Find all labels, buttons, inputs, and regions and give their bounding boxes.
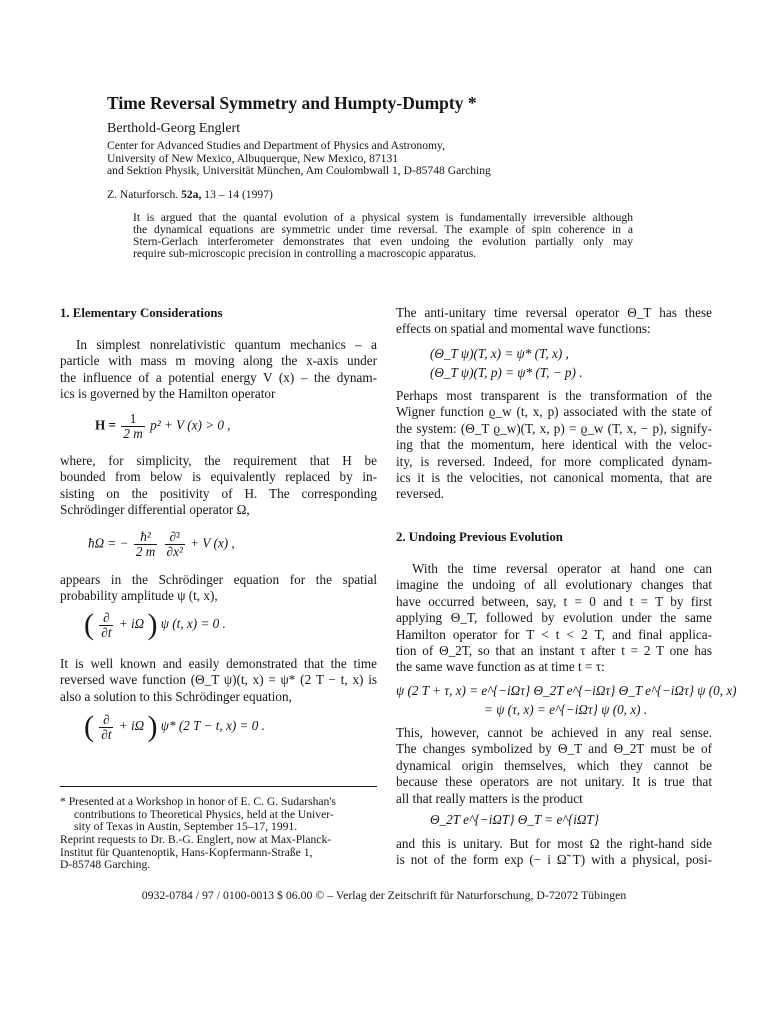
text-line: the influence of a potential energy V (x) – the dynam- — [60, 369, 377, 385]
text-line: tion of Θ_2T, so that an instant τ after t = 2 T one has — [396, 643, 712, 659]
text-line: all that really matters is the product — [396, 790, 583, 806]
text-line: the system: (Θ_T ϱ_w)(T, x, p) = ϱ_w (T, x, − p), signify- — [396, 420, 712, 436]
eq-fraction — [121, 412, 144, 441]
text-line: Perhaps most transparent is the transformation of the — [396, 388, 712, 403]
text-line: Schrödinger differential operator Ω, — [60, 502, 250, 518]
abstract-line: It is argued that the quantal evolution of a physical system is fundamentally irreversible although — [133, 211, 633, 224]
eq-rhs: + V (x) , — [190, 535, 235, 551]
text-line: particle with mass m moving along the x-axis under — [60, 353, 377, 369]
paper-title: Time Reversal Symmetry and Humpty-Dumpty * — [107, 93, 477, 113]
footnote-line: sity of Texas in Austin, September 15–17, 1991. — [74, 820, 298, 833]
author-name: Berthold-Georg Englert — [107, 121, 241, 136]
equation-product: Θ_2T e^{−iΩT} Θ_T = e^{iΩT} — [430, 812, 600, 827]
text-line: because these operators are not unitary. It is true that — [396, 774, 712, 790]
text-line: and this is unitary. But for most Ω the right-hand side — [396, 836, 712, 851]
equation-schrodinger-operator — [88, 530, 235, 559]
text-line: It is well known and easily demonstrated that the time — [60, 656, 377, 671]
footnote-line: D-85748 Garching. — [60, 858, 151, 871]
eq-lhs: ħΩ = − — [88, 535, 129, 551]
right-paragraph-3 — [396, 561, 712, 676]
text-line: probability amplitude ψ (t, x), — [60, 588, 218, 604]
equation-reversed-schrodinger: ( $\frac{\partial}{\partial t}$ + iΩ ) ψ* (2 T − t, x) = 0 . — [84, 710, 265, 743]
text-line: Hamilton operator for T < t < 2 T, and final applica- — [396, 626, 712, 642]
section-heading: 1. Elementary Considerations — [60, 306, 223, 320]
text-line: imagine the undoing of all evolutionary changes that — [396, 577, 712, 593]
text-line: the same wave function as at time t = τ: — [396, 659, 605, 675]
text-line: ity, is reversed. Indeed, for more complicated dynam- — [396, 453, 712, 469]
eq-fraction — [99, 611, 113, 640]
affiliation-line: Center for Advanced Studies and Department of Physics and Astronomy, — [107, 139, 445, 152]
footnote-line: * Presented at a Workshop in honor of E. C. G. Sudarshan's — [60, 795, 336, 808]
abstract-line: require sub-microscopic precision in controlling a macroscopic apparatus. — [133, 247, 477, 261]
footnote-line: contributions to Theoretical Physics, held at the Univer- — [74, 807, 334, 821]
left-paragraph-1 — [60, 337, 377, 403]
text-line: applying Θ_T, followed by evolution under the same — [396, 610, 712, 626]
text-line: The changes symbolized by Θ_T and Θ_2T must be of — [396, 741, 712, 757]
abstract-line: the dynamical equations are symmetric under time reversal. The example of spin coherence in a — [133, 223, 633, 237]
eq-fraction — [165, 530, 185, 559]
text-line: also a solution to this Schrödinger equation, — [60, 688, 292, 704]
text-line: reversed. — [396, 486, 444, 502]
section-2-heading — [396, 529, 712, 545]
journal-name: Z. Naturforsch. — [107, 188, 179, 201]
eq-denominator: ∂t — [101, 624, 112, 640]
equation-schrodinger: ( $\frac{\partial}{\partial t}$ + iΩ ) ψ (t, x) = 0 . — [84, 608, 226, 641]
abstract — [133, 212, 633, 260]
left-paragraph-4 — [60, 656, 377, 705]
right-paragraph-1 — [396, 305, 712, 338]
text-line: where, for simplicity, the requirement that H be — [60, 453, 377, 468]
eq-inner: + iΩ — [118, 718, 145, 734]
affiliation-line: and Sektion Physik, Universität München, Am Coulombwall 1, D-85748 Garching — [107, 164, 491, 177]
equation-time-reversal-p: (Θ_T ψ)(T, p) = ψ* (T, − p) . — [430, 365, 583, 380]
left-paragraph-3 — [60, 572, 377, 605]
text-line: In simplest nonrelativistic quantum mechanics – a — [76, 337, 377, 352]
right-paragraph-2 — [396, 388, 712, 503]
affiliation — [107, 140, 491, 178]
right-paragraph-4 — [396, 725, 712, 807]
equation-undoing-result: = ψ (τ, x) = e^{−iΩτ} ψ (0, x) . — [484, 702, 648, 717]
eq-rhs: p² + V (x) > 0 , — [150, 417, 231, 433]
journal-volume: 52a, — [181, 188, 202, 201]
text-line: effects on spatial and momental wave functions: — [396, 321, 651, 337]
right-paragraph-5 — [396, 836, 712, 869]
text-line: With the time reversal operator at hand one can — [412, 561, 712, 576]
left-paragraph-2 — [60, 453, 377, 519]
footnote-workshop — [60, 796, 377, 834]
text-line: appears in the Schrödinger equation for the spatial — [60, 572, 377, 587]
text-line: Wigner function ϱ_w (t, x, p) associated with the state of — [396, 404, 712, 420]
text-line: have occurred between, say, t = 0 and t = T by first — [396, 593, 712, 609]
text-line: reversed wave function (Θ_T ψ)(t, x) = ψ* (2 T − t, x) is — [60, 672, 377, 688]
eq-denominator: 2 m — [123, 426, 143, 441]
section-heading: 2. Undoing Previous Evolution — [396, 530, 563, 544]
text-line: ics is governed by the Hamilton operator — [60, 386, 276, 402]
text-line: bounded from below is equivalently replaced by in- — [60, 469, 377, 485]
eq-numerator: 1 — [121, 412, 144, 427]
eq-fraction — [134, 530, 157, 559]
eq-denominator: 2 m — [135, 544, 156, 559]
eq-denominator: ∂x² — [166, 544, 183, 559]
publisher-footer: 0932-0784 / 97 / 0100-0013 $ 06.00 © – Verlag der Zeitschrift für Naturforschung, D-72072 Tübingen — [141, 888, 627, 902]
section-1-heading — [60, 305, 377, 321]
footnote-line: Reprint requests to Dr. B.-G. Englert, now at Max-Planck- — [60, 833, 332, 846]
journal-pages: 13 – 14 (1997) — [204, 188, 273, 201]
journal-reference — [107, 188, 273, 201]
eq-inner: + iΩ — [118, 616, 145, 632]
eq-numerator: ∂ — [99, 713, 113, 728]
abstract-line: Stern-Gerlach interferometer demonstrates that even undoing the evolution partially only may — [133, 235, 633, 249]
eq-rhs: ψ (t, x) = 0 . — [160, 616, 226, 632]
footnote-reprint — [60, 834, 377, 872]
text-line: ing that the momentum, here identical with the veloc- — [396, 437, 712, 453]
eq-rhs: ψ* (2 T − t, x) = 0 . — [160, 718, 265, 734]
footnote-divider — [60, 786, 377, 787]
text-line: ics it is the velocities, not canonical momenta, that are — [396, 470, 712, 486]
eq-denominator: ∂t — [101, 726, 112, 742]
eq-lhs: H = — [95, 417, 117, 433]
eq-numerator: ∂² — [165, 530, 185, 545]
eq-numerator: ∂ — [99, 611, 113, 626]
text-line: The anti-unitary time reversal operator Θ_T has these — [396, 305, 712, 320]
text-line: dynamical origin themselves, which they cannot be — [396, 757, 712, 773]
equation-time-reversal-x: (Θ_T ψ)(T, x) = ψ* (T, x) , — [430, 346, 569, 361]
eq-numerator: ħ² — [134, 530, 157, 545]
eq-fraction — [99, 713, 113, 742]
equation-undoing: ψ (2 T + τ, x) = e^{−iΩτ} Θ_2T e^{−iΩτ} Θ_T e^{−iΩτ} ψ (0, x) — [396, 683, 737, 698]
text-line: sisting on the positivity of H. The corresponding — [60, 485, 377, 501]
footnote-line: Institut für Quantenoptik, Hans-Kopfermann-Straße 1, — [60, 845, 313, 859]
equation-hamiltonian — [95, 412, 231, 441]
text-line: This, however, cannot be achieved in any real sense. — [396, 725, 712, 740]
text-line: is not of the form exp (− i Ω̃ T) with a physical, posi- — [396, 852, 712, 868]
affiliation-line: University of New Mexico, Albuquerque, New Mexico, 87131 — [107, 151, 399, 165]
